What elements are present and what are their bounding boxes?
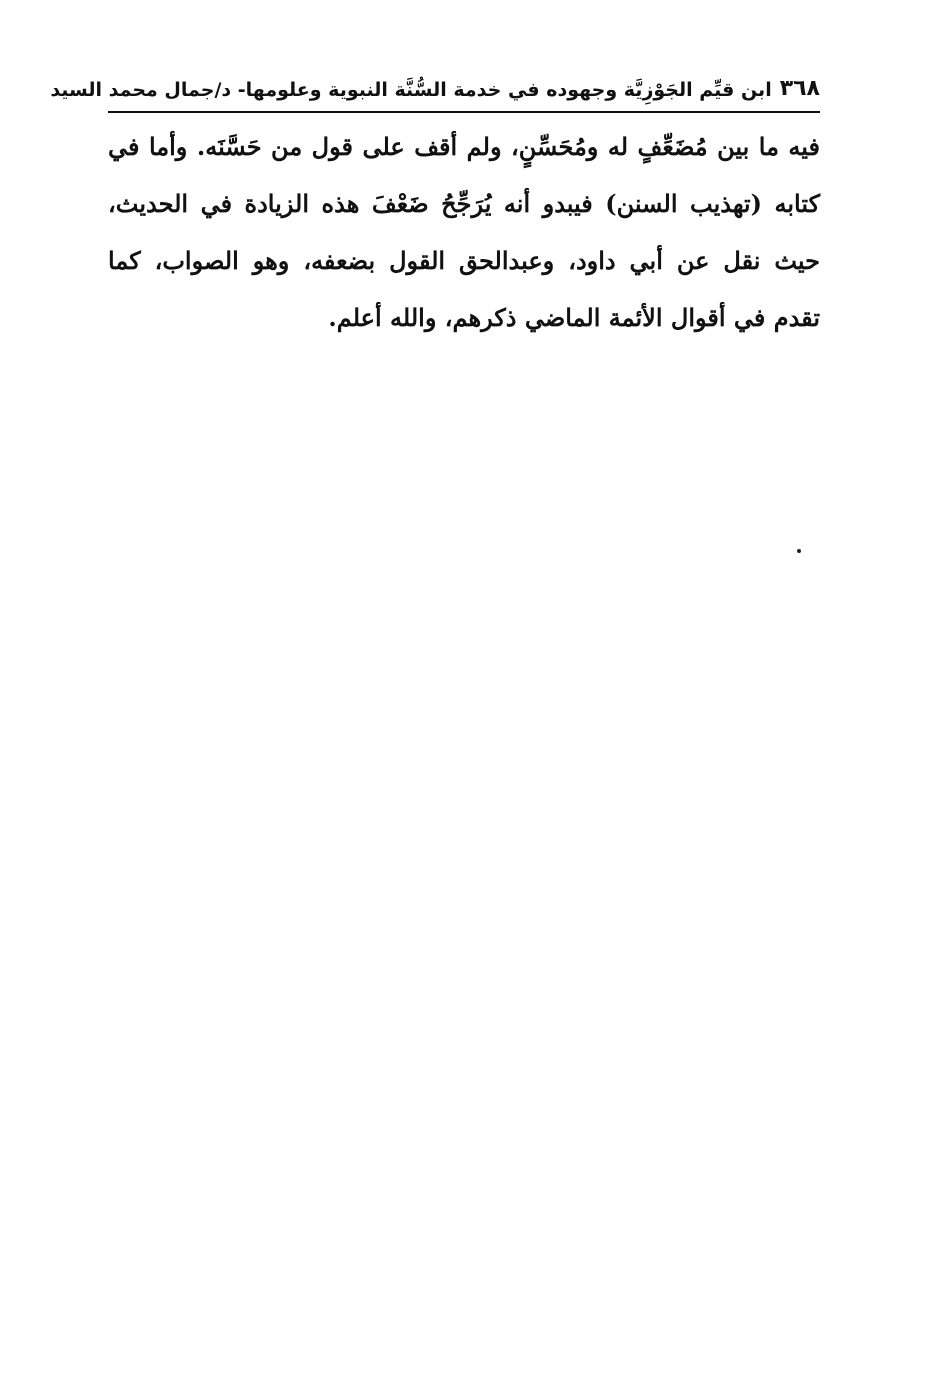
header-rule — [108, 111, 820, 113]
scan-speck — [797, 549, 801, 553]
page-number: ٣٦٨ — [779, 75, 820, 101]
body-paragraph — [108, 118, 820, 346]
page-header — [50, 70, 820, 110]
paragraph-line: كتابه (تهذيب السنن) فيبدو أنه يُرَجِّحُ ضَعْفَ هذه الزيادة في الحديث، — [108, 189, 820, 218]
paragraph-line: حيث نقل عن أبي داود، وعبدالحق القول بضعفه، وهو الصواب، كما — [108, 246, 820, 275]
paragraph-line: تقدم في أقوال الأئمة الماضي ذكرهم، والله أعلم. — [328, 303, 820, 332]
paragraph-line: فيه ما بين مُضَعِّفٍ له ومُحَسِّنٍ، ولم أقف على قول من حَسَّنَه. وأما في — [108, 132, 820, 161]
running-title: ابن قيِّم الجَوْزِيَّة وجهوده في خدمة السُّنَّة النبوية وعلومها- د/جمال محمد السيد — [50, 79, 772, 102]
